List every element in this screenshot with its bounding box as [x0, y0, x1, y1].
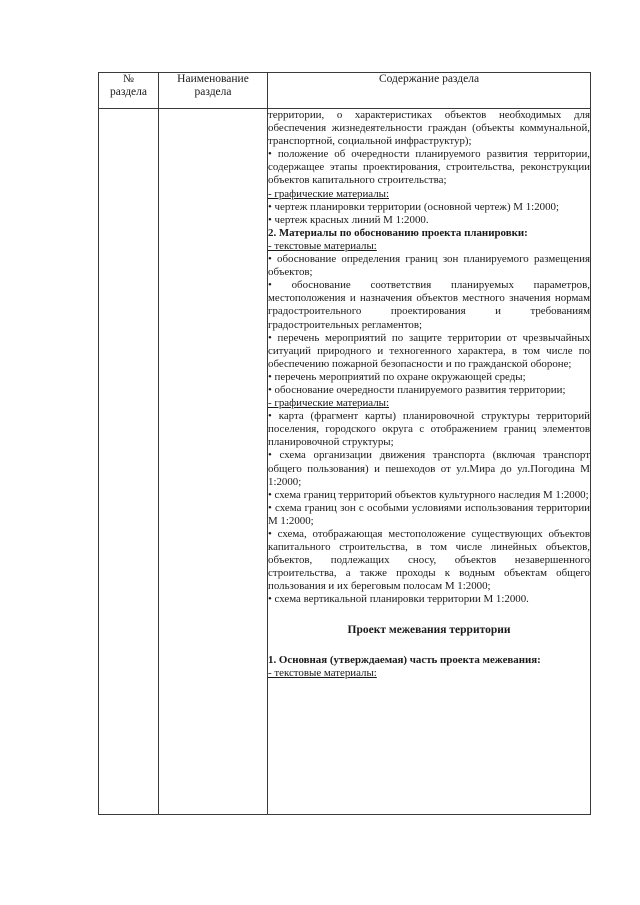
list-item: • схема организации движения транспорта (включая транспорт общего пользования) и пешеходов от ул.Мира до ул.Погодина М 1:2000; [268, 449, 590, 488]
subheading: - текстовые материалы: [268, 239, 377, 252]
list-item: • обоснование определения границ зон планируемого размещения объектов; [268, 253, 590, 279]
cell-section-name [159, 109, 268, 815]
list-item: • перечень мероприятий по охране окружающей среды; [268, 370, 526, 383]
header-name-line2: раздела [194, 86, 232, 98]
list-item: • чертеж красных линий М 1:2000. [268, 213, 429, 226]
subheading: - графические материалы: [268, 187, 390, 200]
sections-table [98, 72, 591, 815]
subheading: - графические материалы: [268, 397, 390, 410]
list-item: • перечень мероприятий по защите территории от чрезвычайных ситуаций природного и техногенного характера, в том числе по обеспечению пожарной безопасности и по гражданской обороне; [268, 331, 590, 370]
section-title: Проект межевания территории [347, 623, 511, 636]
subheading: - текстовые материалы: [268, 666, 377, 679]
list-item: • карта (фрагмент карты) планировочной структуры территорий поселения, городского округа с отображением границ элементов планировочной структуры; [268, 410, 590, 449]
header-section-number [99, 73, 159, 109]
list-item: • положение об очередности планируемого развития территории, содержащее этапы проектирования, строительства, реконструкции объектов капитального строительства; [268, 148, 590, 187]
paragraph: территории, о характеристиках объектов необходимых для обеспечения жизнедеятельности граждан (объекты коммунальной, транспортной, социальной инфраструктур); [268, 109, 590, 148]
table-row [99, 109, 591, 815]
list-item: • схема границ территорий объектов культурного наследия М 1:2000; [268, 488, 589, 501]
section-heading: 2. Материалы по обоснованию проекта планировки: [268, 226, 528, 239]
list-item: • схема границ зон с особыми условиями использования территории М 1:2000; [268, 501, 590, 527]
header-number-label: раздела [110, 86, 147, 98]
list-item: • обоснование очередности планируемого развития территории; [268, 383, 566, 396]
header-name-line1: Наименование [177, 73, 249, 85]
header-section-content: Содержание раздела [268, 73, 591, 109]
header-section-name [159, 73, 268, 109]
section-heading: 1. Основная (утверждаемая) часть проекта межевания: [268, 653, 541, 666]
list-item: • схема вертикальной планировки территории М 1:2000. [268, 593, 529, 606]
list-item: • обоснование соответствия планируемых параметров, местоположения и назначения объектов местного значения нормам градостроительного проектирования и требованиям градостроительных регламентов; [268, 279, 590, 331]
header-number-sign: № [123, 73, 134, 85]
table-header-row [99, 73, 591, 109]
list-item: • схема, отображающая местоположение существующих объектов капитального строительства, в том числе линейных объектов, объектов, подлежащих сносу, объектов незавершенного строительства, а также проходы к водным объектам общего пользования и их береговым полосам М 1:2000; [268, 528, 590, 593]
cell-section-number [99, 109, 159, 815]
list-item: • чертеж планировки территории (основной чертеж) М 1:2000; [268, 200, 559, 213]
cell-section-content [268, 109, 591, 815]
